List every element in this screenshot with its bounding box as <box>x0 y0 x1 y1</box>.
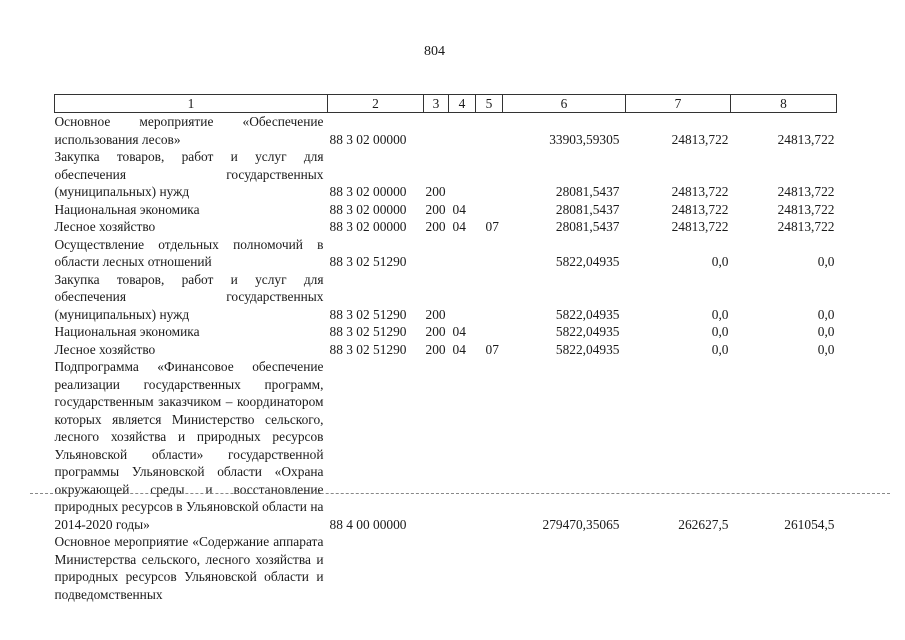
row-subsection <box>476 148 503 201</box>
row-value-col8: 24813,722 <box>777 184 835 199</box>
row-target-code: 88 4 00 00000 <box>329 516 407 532</box>
row-value-col8: 0,0 <box>817 306 835 322</box>
row-value-col7 <box>626 533 731 603</box>
row-expense-type: 200 <box>425 324 446 339</box>
table-row <box>55 533 837 603</box>
row-expense-type: 200 <box>425 306 446 322</box>
table-row <box>55 323 837 341</box>
header-col-3: 3 <box>424 95 449 113</box>
row-expense-type: 200 <box>425 201 446 217</box>
row-name: Национальная экономика <box>54 201 200 217</box>
row-value-col8 <box>731 533 837 603</box>
row-value-col7: 0,0 <box>711 341 729 357</box>
row-value-col6: 5822,04935 <box>555 306 620 322</box>
row-section <box>449 533 476 603</box>
row-value-col6: 28081,5437 <box>555 184 620 199</box>
row-target-code: 88 3 02 00000 <box>329 201 407 217</box>
row-value-col8: 0,0 <box>817 341 835 357</box>
header-col-4: 4 <box>449 95 476 113</box>
row-subsection <box>476 201 503 219</box>
row-subsection <box>476 236 503 271</box>
row-value-col7: 0,0 <box>711 306 729 322</box>
row-name: Основное мероприятие «Обеспечение использования лесов» <box>54 114 324 147</box>
row-name: Национальная экономика <box>54 324 200 339</box>
table-row <box>55 148 837 201</box>
row-value-col7: 262627,5 <box>678 516 729 532</box>
row-name: Лесное хозяйство <box>54 219 156 234</box>
row-section: 04 <box>452 341 466 357</box>
row-name: Закупка товаров, работ и услуг для обеспечения государственных (муниципальных) нужд <box>54 271 324 322</box>
row-expense-type: 200 <box>425 184 446 199</box>
row-subsection <box>476 533 503 603</box>
row-value-col7: 24813,722 <box>671 131 729 147</box>
row-section: 04 <box>452 201 466 217</box>
row-value-col7: 24813,722 <box>671 184 729 199</box>
row-value-col6: 33903,59305 <box>549 131 620 147</box>
row-name: Лесное хозяйство <box>54 341 156 357</box>
row-value-col7: 24813,722 <box>671 201 729 217</box>
row-name: Основное мероприятие «Содержание аппарата Министерства сельского, лесного хозяйства и природных ресурсов Ульяновской области и подведомственных <box>54 534 324 602</box>
row-value-col7: 0,0 <box>711 324 729 339</box>
row-section: 04 <box>452 324 466 339</box>
row-target-code: 88 3 02 00000 <box>329 219 407 234</box>
row-expense-type <box>424 358 449 533</box>
row-value-col6 <box>503 533 626 603</box>
row-subsection <box>476 358 503 533</box>
row-value-col8: 261054,5 <box>784 516 835 532</box>
row-subsection <box>476 271 503 324</box>
row-expense-type <box>424 236 449 271</box>
row-expense-type: 200 <box>425 341 446 357</box>
row-value-col6: 5822,04935 <box>555 341 620 357</box>
row-value-col7: 24813,722 <box>671 219 729 234</box>
row-target-code: 88 3 02 00000 <box>329 184 407 199</box>
header-col-2: 2 <box>328 95 424 113</box>
row-subsection: 07 <box>485 341 499 357</box>
row-expense-type <box>424 113 449 149</box>
table-row <box>55 113 837 149</box>
row-subsection <box>476 323 503 341</box>
row-expense-type: 200 <box>425 219 446 234</box>
row-section <box>449 113 476 149</box>
header-col-5: 5 <box>476 95 503 113</box>
table-row <box>55 201 837 219</box>
row-target-code <box>328 533 424 603</box>
page-number: 804 <box>424 44 445 59</box>
header-col-6: 6 <box>503 95 626 113</box>
row-section <box>449 236 476 271</box>
row-value-col8: 24813,722 <box>777 131 835 147</box>
row-section <box>449 358 476 533</box>
row-target-code: 88 3 02 51290 <box>329 341 407 357</box>
row-target-code: 88 3 02 51290 <box>329 306 407 322</box>
row-value-col8: 0,0 <box>817 254 835 269</box>
row-section: 04 <box>452 219 466 234</box>
row-subsection <box>476 113 503 149</box>
header-col-8: 8 <box>731 95 837 113</box>
header-col-7: 7 <box>626 95 731 113</box>
row-section <box>449 271 476 324</box>
row-name: Осуществление отдельных полномочий в области лесных отношений <box>54 236 324 269</box>
row-subsection: 07 <box>485 219 499 234</box>
row-value-col6: 279470,35065 <box>542 516 620 532</box>
row-value-col6: 5822,04935 <box>555 254 620 269</box>
budget-table <box>54 94 837 603</box>
row-value-col7: 0,0 <box>711 254 729 269</box>
row-expense-type <box>424 533 449 603</box>
row-value-col6: 28081,5437 <box>555 201 620 217</box>
table-row <box>55 271 837 324</box>
table-row <box>55 341 837 359</box>
row-value-col6: 5822,04935 <box>555 324 620 339</box>
header-row <box>55 95 837 113</box>
row-target-code: 88 3 02 00000 <box>329 131 407 147</box>
header-col-1: 1 <box>55 95 328 113</box>
row-value-col8: 0,0 <box>817 324 835 339</box>
row-section <box>449 148 476 201</box>
row-target-code: 88 3 02 51290 <box>329 324 407 339</box>
table-row <box>55 218 837 236</box>
table-row <box>55 236 837 271</box>
row-target-code: 88 3 02 51290 <box>329 254 407 269</box>
row-name: Подпрограмма «Финансовое обеспечение реализации государственных программ, государственным заказчиком – координатором которых является Министерство сельского, лесного хозяйства и природных ресурсов Ульяновской области» государственной программы Ульяновской области «Охрана окружающей среды и восстановление природных ресурсов в Ульяновской области на 2014-2020 годы» <box>54 359 324 532</box>
table-row <box>55 358 837 533</box>
page-fold-line <box>30 493 890 494</box>
row-value-col8: 24813,722 <box>777 201 835 217</box>
row-name: Закупка товаров, работ и услуг для обеспечения государственных (муниципальных) нужд <box>54 149 324 199</box>
row-value-col8: 24813,722 <box>777 219 835 234</box>
row-value-col6: 28081,5437 <box>555 219 620 234</box>
